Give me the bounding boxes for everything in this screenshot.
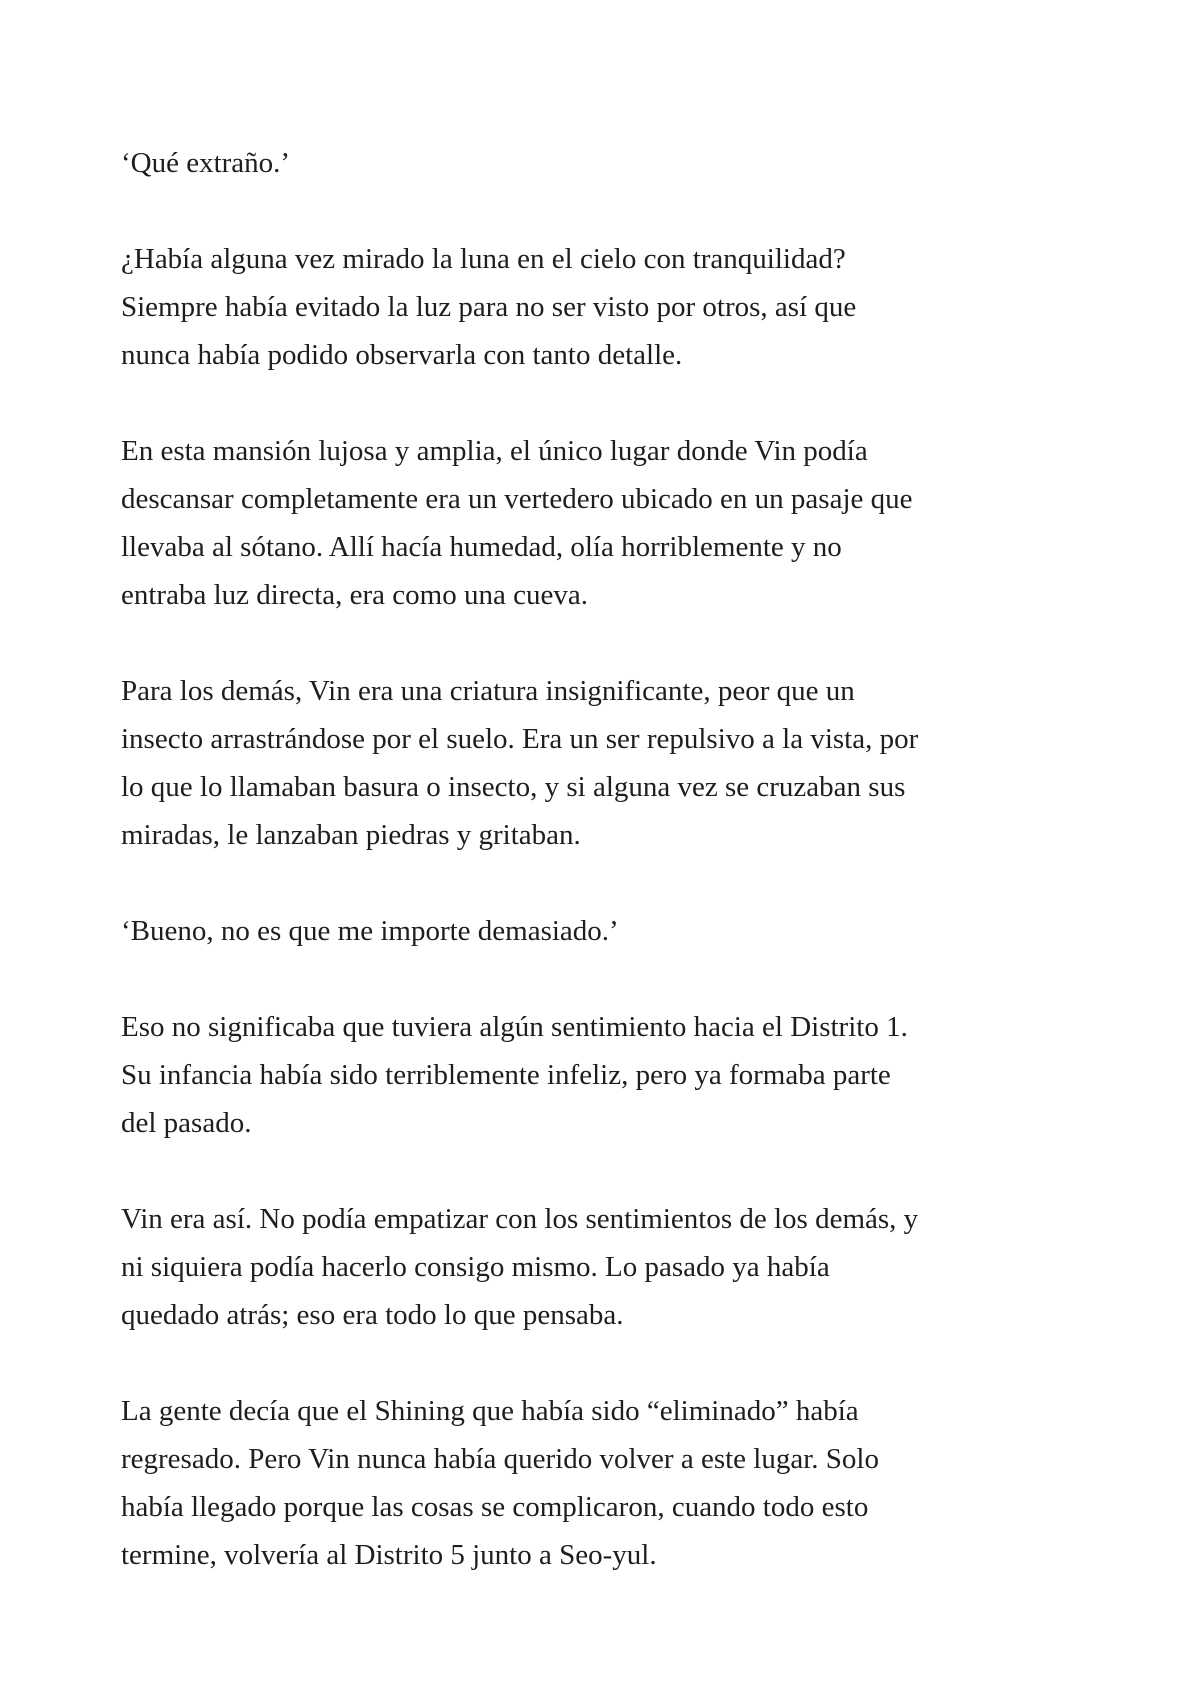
text-line: En esta mansión lujosa y amplia, el único lugar donde Vin podía xyxy=(121,435,868,467)
paragraph xyxy=(121,235,1200,379)
text-line: descansar completamente era un vertedero ubicado en un pasaje que xyxy=(121,483,913,515)
text-line: Vin era así. No podía empatizar con los sentimientos de los demás, y xyxy=(121,1203,919,1235)
paragraph xyxy=(121,1003,1200,1147)
paragraph xyxy=(121,1387,1200,1579)
text-line: ‘Qué extraño.’ xyxy=(121,147,291,179)
paragraph xyxy=(121,667,1200,859)
paragraph xyxy=(121,139,1200,187)
text-line: Para los demás, Vin era una criatura insignificante, peor que un xyxy=(121,675,855,707)
text-line: ni siquiera podía hacerlo consigo mismo. Lo pasado ya había xyxy=(121,1251,830,1283)
text-line: había llegado porque las cosas se complicaron, cuando todo esto xyxy=(121,1491,869,1523)
text-line: lo que lo llamaban basura o insecto, y si alguna vez se cruzaban sus xyxy=(121,771,906,803)
text-line: del pasado. xyxy=(121,1107,252,1139)
text-line: Eso no significaba que tuviera algún sentimiento hacia el Distrito 1. xyxy=(121,1011,908,1043)
text-line: nunca había podido observarla con tanto detalle. xyxy=(121,339,683,371)
text-line: La gente decía que el Shining que había sido “eliminado” había xyxy=(121,1395,859,1427)
text-line: regresado. Pero Vin nunca había querido volver a este lugar. Solo xyxy=(121,1443,879,1475)
paragraph xyxy=(121,1195,1200,1339)
text-line: Siempre había evitado la luz para no ser visto por otros, así que xyxy=(121,291,857,323)
paragraph xyxy=(121,907,1200,955)
text-line: quedado atrás; eso era todo lo que pensaba. xyxy=(121,1299,624,1331)
text-line: ‘Bueno, no es que me importe demasiado.’ xyxy=(121,915,619,947)
paragraph xyxy=(121,427,1200,619)
text-line: insecto arrastrándose por el suelo. Era un ser repulsivo a la vista, por xyxy=(121,723,919,755)
text-line: Su infancia había sido terriblemente infeliz, pero ya formaba parte xyxy=(121,1059,891,1091)
text-line: miradas, le lanzaban piedras y gritaban. xyxy=(121,819,581,851)
text-line: termine, volvería al Distrito 5 junto a Seo-yul. xyxy=(121,1539,657,1571)
text-line: entraba luz directa, era como una cueva. xyxy=(121,579,588,611)
text-line: ¿Había alguna vez mirado la luna en el cielo con tranquilidad? xyxy=(121,243,846,275)
text-line: llevaba al sótano. Allí hacía humedad, olía horriblemente y no xyxy=(121,531,842,563)
